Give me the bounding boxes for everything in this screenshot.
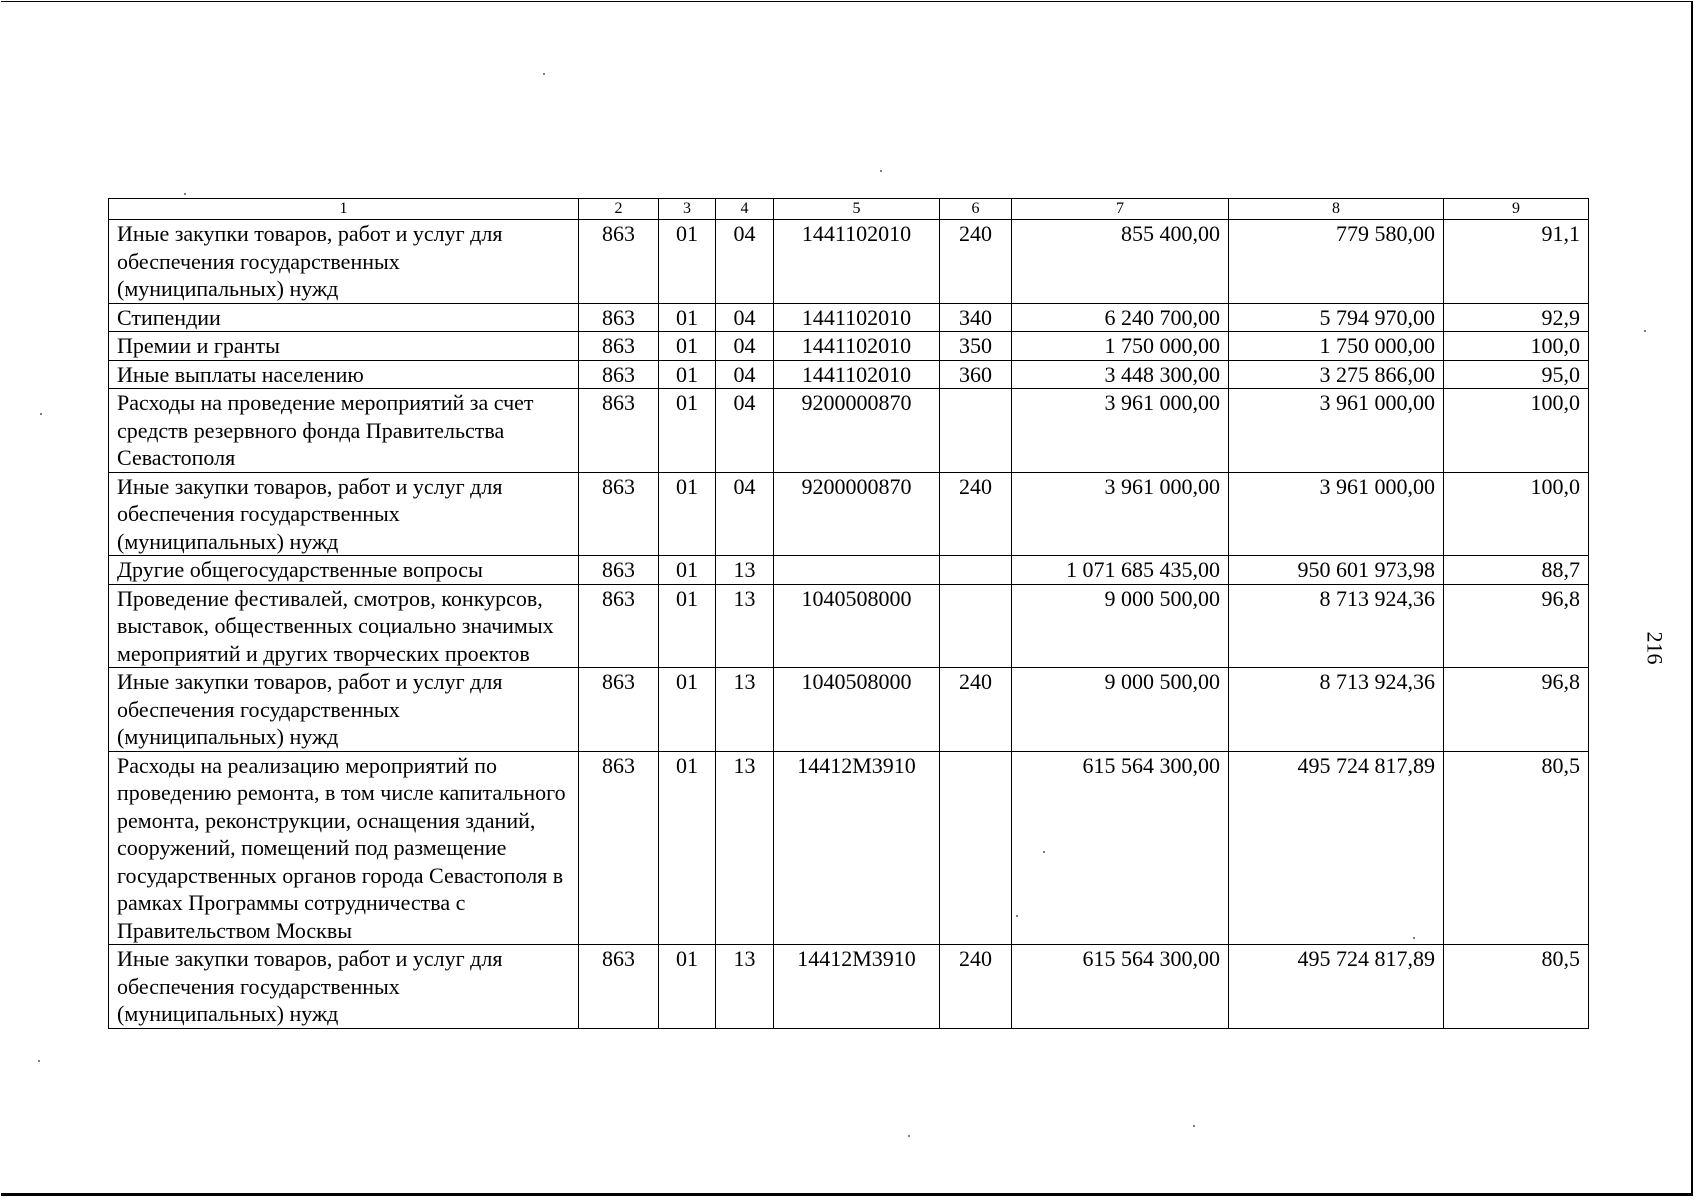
cell-percent: 80,5: [1444, 751, 1589, 945]
column-header: 1: [109, 199, 579, 220]
item-name: Иные закупки товаров, работ и услуг для обеспечения государственных (муниципальных) нужд: [109, 945, 579, 1029]
cell-target: 9200000870: [774, 472, 940, 556]
cell-section: 01: [659, 303, 716, 332]
cell-expense-type: 240: [940, 945, 1012, 1029]
cell-target: 1441102010: [774, 332, 940, 361]
cell-percent: 95,0: [1444, 360, 1589, 389]
cell-expense-type: 350: [940, 332, 1012, 361]
column-header: 2: [579, 199, 659, 220]
cell-code: 863: [579, 668, 659, 752]
cell-target: 14412М3910: [774, 945, 940, 1029]
cell-actual: 5 794 970,00: [1229, 303, 1444, 332]
cell-percent: 96,8: [1444, 584, 1589, 668]
cell-planned: 9 000 500,00: [1012, 668, 1229, 752]
column-header: 3: [659, 199, 716, 220]
cell-subsection: 04: [716, 332, 774, 361]
table-row: [109, 472, 1589, 556]
item-name: Другие общегосударственные вопросы: [109, 556, 579, 585]
cell-target: [774, 556, 940, 585]
cell-expense-type: 240: [940, 668, 1012, 752]
table-row: [109, 945, 1589, 1029]
item-name: Иные закупки товаров, работ и услуг для обеспечения государственных (муниципальных) нужд: [109, 472, 579, 556]
cell-planned: 615 564 300,00: [1012, 945, 1229, 1029]
cell-expense-type: 240: [940, 220, 1012, 304]
scan-speck: [1644, 330, 1646, 332]
item-name: Расходы на проведение мероприятий за счет средств резервного фонда Правительства Севастополя: [109, 389, 579, 473]
cell-section: 01: [659, 220, 716, 304]
table-row: [109, 360, 1589, 389]
column-header: 7: [1012, 199, 1229, 220]
cell-actual: 495 724 817,89: [1229, 751, 1444, 945]
cell-actual: 3 961 000,00: [1229, 389, 1444, 473]
cell-planned: 3 961 000,00: [1012, 389, 1229, 473]
cell-actual: 8 713 924,36: [1229, 668, 1444, 752]
cell-section: 01: [659, 584, 716, 668]
column-header: 8: [1229, 199, 1444, 220]
scan-speck: [1016, 915, 1018, 917]
cell-percent: 80,5: [1444, 945, 1589, 1029]
scan-speck: [908, 1135, 910, 1137]
column-number-row: [109, 199, 1589, 220]
table-row: [109, 220, 1589, 304]
cell-target: 1040508000: [774, 668, 940, 752]
item-name: Премии и гранты: [109, 332, 579, 361]
column-header: 9: [1444, 199, 1589, 220]
item-name: Расходы на реализацию мероприятий по проведению ремонта, в том числе капитального ремонта, реконструкции, оснащения зданий, сооружений, помещений под размещение государственных органов города Севастополя в рамках Программы сотрудничества с Правительством Москвы: [109, 751, 579, 945]
budget-table: [108, 198, 1589, 1029]
cell-percent: 92,9: [1444, 303, 1589, 332]
cell-section: 01: [659, 945, 716, 1029]
scan-speck: [184, 193, 186, 195]
table-row: [109, 584, 1589, 668]
item-name: Стипендии: [109, 303, 579, 332]
column-header: 4: [716, 199, 774, 220]
cell-planned: 9 000 500,00: [1012, 584, 1229, 668]
scan-speck: [880, 170, 882, 172]
cell-percent: 100,0: [1444, 332, 1589, 361]
scan-speck: [1193, 1125, 1195, 1127]
cell-planned: 3 448 300,00: [1012, 360, 1229, 389]
cell-expense-type: [940, 584, 1012, 668]
cell-target: 1441102010: [774, 220, 940, 304]
cell-percent: 88,7: [1444, 556, 1589, 585]
cell-code: 863: [579, 556, 659, 585]
cell-subsection: 13: [716, 556, 774, 585]
cell-actual: 1 750 000,00: [1229, 332, 1444, 361]
cell-subsection: 04: [716, 360, 774, 389]
page-number: 216: [1642, 631, 1668, 665]
scan-speck: [38, 1060, 40, 1062]
cell-section: 01: [659, 472, 716, 556]
cell-code: 863: [579, 584, 659, 668]
cell-planned: 615 564 300,00: [1012, 751, 1229, 945]
cell-code: 863: [579, 360, 659, 389]
cell-subsection: 04: [716, 220, 774, 304]
table-row: [109, 751, 1589, 945]
scan-speck: [543, 73, 545, 75]
cell-code: 863: [579, 945, 659, 1029]
item-name: Иные закупки товаров, работ и услуг для обеспечения государственных (муниципальных) нужд: [109, 220, 579, 304]
cell-planned: 6 240 700,00: [1012, 303, 1229, 332]
cell-section: 01: [659, 389, 716, 473]
cell-target: 14412М3910: [774, 751, 940, 945]
cell-expense-type: 360: [940, 360, 1012, 389]
cell-expense-type: 340: [940, 303, 1012, 332]
table-row: [109, 668, 1589, 752]
cell-expense-type: [940, 751, 1012, 945]
cell-planned: 1 071 685 435,00: [1012, 556, 1229, 585]
cell-actual: 779 580,00: [1229, 220, 1444, 304]
cell-code: 863: [579, 332, 659, 361]
cell-subsection: 13: [716, 945, 774, 1029]
cell-section: 01: [659, 556, 716, 585]
table-row: [109, 303, 1589, 332]
cell-percent: 100,0: [1444, 472, 1589, 556]
cell-section: 01: [659, 668, 716, 752]
cell-planned: 855 400,00: [1012, 220, 1229, 304]
table-body: [109, 220, 1589, 1029]
cell-target: 1441102010: [774, 303, 940, 332]
table-row: [109, 332, 1589, 361]
scan-speck: [1413, 937, 1415, 939]
cell-code: 863: [579, 389, 659, 473]
cell-code: 863: [579, 303, 659, 332]
scan-speck: [40, 413, 42, 415]
cell-subsection: 13: [716, 751, 774, 945]
table-row: [109, 389, 1589, 473]
cell-subsection: 13: [716, 584, 774, 668]
cell-actual: 3 961 000,00: [1229, 472, 1444, 556]
cell-expense-type: [940, 556, 1012, 585]
cell-percent: 91,1: [1444, 220, 1589, 304]
cell-percent: 100,0: [1444, 389, 1589, 473]
item-name: Проведение фестивалей, смотров, конкурсов, выставок, общественных социально значимых мероприятий и других творческих проектов: [109, 584, 579, 668]
cell-percent: 96,8: [1444, 668, 1589, 752]
cell-planned: 1 750 000,00: [1012, 332, 1229, 361]
cell-section: 01: [659, 751, 716, 945]
cell-target: 9200000870: [774, 389, 940, 473]
cell-subsection: 04: [716, 389, 774, 473]
cell-actual: 3 275 866,00: [1229, 360, 1444, 389]
cell-section: 01: [659, 332, 716, 361]
cell-target: 1040508000: [774, 584, 940, 668]
cell-actual: 495 724 817,89: [1229, 945, 1444, 1029]
column-header: 5: [774, 199, 940, 220]
cell-expense-type: 240: [940, 472, 1012, 556]
cell-code: 863: [579, 472, 659, 556]
cell-actual: 950 601 973,98: [1229, 556, 1444, 585]
cell-code: 863: [579, 751, 659, 945]
column-header: 6: [940, 199, 1012, 220]
cell-subsection: 04: [716, 472, 774, 556]
item-name: Иные закупки товаров, работ и услуг для обеспечения государственных (муниципальных) нужд: [109, 668, 579, 752]
table-row: [109, 556, 1589, 585]
item-name: Иные выплаты населению: [109, 360, 579, 389]
cell-subsection: 04: [716, 303, 774, 332]
cell-code: 863: [579, 220, 659, 304]
cell-section: 01: [659, 360, 716, 389]
cell-subsection: 13: [716, 668, 774, 752]
cell-expense-type: [940, 389, 1012, 473]
cell-planned: 3 961 000,00: [1012, 472, 1229, 556]
scan-speck: [1043, 851, 1045, 853]
cell-target: 1441102010: [774, 360, 940, 389]
cell-actual: 8 713 924,36: [1229, 584, 1444, 668]
